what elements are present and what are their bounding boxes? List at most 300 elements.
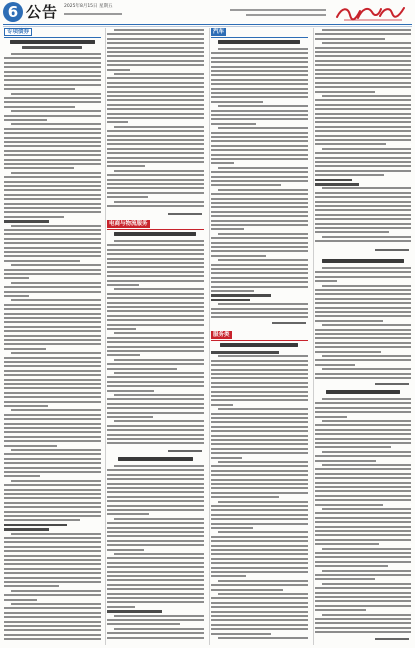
- text-line: [114, 394, 204, 396]
- text-line: [107, 438, 204, 440]
- text-line: [107, 619, 204, 621]
- text-line: [315, 565, 388, 567]
- text-line: [107, 527, 204, 529]
- text-line: [4, 401, 101, 403]
- text-line: [315, 587, 411, 589]
- header-rule-thin: [3, 26, 412, 27]
- article-headline: [10, 40, 95, 44]
- text-line: [4, 286, 101, 288]
- text-line: [211, 228, 244, 230]
- text-line: [4, 484, 101, 486]
- text-line: [315, 315, 411, 317]
- text-line: [211, 483, 308, 485]
- text-line: [218, 637, 308, 639]
- text-line: [107, 505, 204, 507]
- text-line: [107, 293, 204, 295]
- text-line: [315, 192, 411, 194]
- text-line: [4, 559, 101, 561]
- article-date: [375, 383, 409, 385]
- text-line: [211, 96, 308, 98]
- text-line: [4, 370, 101, 372]
- article-headline: [326, 390, 400, 394]
- text-line: [322, 324, 411, 326]
- text-line: [4, 308, 101, 310]
- text-line: [107, 354, 140, 356]
- text-line: [107, 601, 204, 603]
- text-line: [107, 522, 204, 524]
- text-line: [211, 308, 308, 310]
- text-line: [107, 491, 204, 493]
- text-line: [315, 135, 411, 137]
- text-line: [322, 267, 411, 269]
- text-line: [107, 610, 162, 613]
- text-line: [107, 143, 204, 145]
- text-line: [211, 294, 271, 297]
- text-line: [315, 460, 376, 462]
- text-line: [315, 174, 384, 176]
- text-line: [211, 558, 308, 560]
- text-line: [107, 187, 204, 189]
- text-line: [107, 135, 204, 137]
- text-line: [4, 295, 29, 297]
- text-line: [211, 198, 308, 200]
- text-line: [4, 62, 101, 64]
- text-line: [315, 359, 411, 361]
- text-line: [322, 420, 411, 422]
- text-line: [107, 249, 204, 251]
- text-line: [4, 211, 101, 213]
- article-subheadline: [22, 46, 82, 49]
- text-line: [211, 514, 308, 516]
- text-line: [211, 479, 308, 481]
- text-line: [4, 242, 101, 244]
- text-line: [315, 307, 411, 309]
- text-line: [4, 176, 101, 178]
- text-line: [315, 592, 411, 594]
- text-line: [4, 273, 101, 275]
- section-tag: 汽车: [213, 29, 225, 35]
- text-line: [211, 413, 308, 415]
- article-headline: [114, 232, 196, 236]
- text-line: [315, 73, 411, 75]
- text-line: [211, 316, 308, 318]
- text-line: [315, 214, 411, 216]
- text-line: [211, 211, 308, 213]
- text-line: [4, 506, 101, 508]
- text-line: [211, 277, 308, 279]
- text-line: [4, 115, 101, 117]
- text-line: [315, 609, 366, 611]
- text-line: [114, 518, 204, 520]
- text-line: [211, 136, 308, 138]
- text-line: [315, 482, 411, 484]
- text-line: [211, 545, 308, 547]
- text-line: [322, 148, 411, 150]
- text-line: [315, 455, 411, 457]
- text-line: [4, 339, 101, 341]
- article-body: [107, 464, 204, 644]
- text-line: [211, 132, 308, 134]
- text-line: [11, 409, 101, 411]
- text-line: [211, 176, 308, 178]
- text-line: [211, 540, 308, 542]
- text-line: [4, 585, 59, 587]
- text-line: [107, 593, 204, 595]
- text-line: [107, 606, 135, 608]
- text-line: [315, 411, 411, 413]
- text-line: [107, 179, 204, 181]
- text-line: [4, 621, 101, 623]
- text-line: [315, 205, 411, 207]
- text-line: [315, 526, 411, 528]
- text-line: [107, 38, 204, 40]
- text-line: [4, 277, 29, 279]
- text-line: [11, 282, 101, 284]
- text-line: [315, 433, 411, 435]
- text-line: [315, 227, 411, 229]
- text-line: [211, 299, 250, 302]
- text-line: [4, 326, 101, 328]
- text-line: [4, 141, 101, 143]
- text-line: [11, 299, 101, 301]
- text-line: [4, 467, 101, 469]
- text-line: [315, 218, 411, 220]
- text-line: [107, 566, 204, 568]
- text-line: [107, 315, 204, 317]
- text-line: [107, 637, 204, 639]
- text-line: [107, 487, 204, 489]
- text-line: [315, 165, 411, 167]
- text-line: [315, 240, 411, 242]
- text-line: [218, 303, 308, 305]
- text-line: [211, 567, 308, 569]
- article-body: [315, 397, 411, 635]
- text-line: [107, 584, 204, 586]
- text-line: [211, 79, 308, 81]
- text-line: [315, 47, 411, 49]
- text-line: [107, 302, 204, 304]
- text-line: [107, 319, 204, 321]
- text-line: [4, 440, 101, 442]
- text-line: [107, 500, 204, 502]
- text-line: [4, 541, 101, 543]
- article-date: [272, 322, 306, 324]
- text-line: [107, 157, 204, 159]
- text-line: [4, 57, 101, 59]
- text-line: [11, 480, 101, 482]
- text-line: [107, 376, 204, 378]
- text-line: [4, 238, 101, 240]
- text-line: [211, 395, 308, 397]
- text-line: [315, 468, 411, 470]
- text-line: [211, 57, 308, 59]
- text-line: [218, 233, 308, 235]
- text-line: [218, 127, 308, 129]
- text-line: [211, 452, 308, 454]
- text-line: [107, 579, 204, 581]
- section-tag: 专项债券: [4, 28, 32, 36]
- text-line: [211, 281, 308, 283]
- text-line: [211, 377, 308, 379]
- text-line: [4, 335, 101, 337]
- text-line: [211, 448, 308, 450]
- text-line: [107, 575, 204, 577]
- text-line: [315, 543, 379, 545]
- text-line: [11, 123, 101, 125]
- text-line: [4, 119, 47, 121]
- text-line: [4, 383, 101, 385]
- text-line: [107, 42, 204, 44]
- text-line: [4, 555, 101, 557]
- text-line: [4, 269, 101, 271]
- text-line: [315, 346, 411, 348]
- article-headline: [218, 40, 300, 44]
- text-line: [107, 540, 204, 542]
- text-line: [4, 79, 101, 81]
- text-line: [211, 215, 308, 217]
- text-line: [315, 333, 411, 335]
- text-line: [4, 458, 101, 460]
- text-line: [218, 408, 308, 410]
- text-line: [4, 493, 101, 495]
- text-line: [4, 71, 101, 73]
- text-line: [4, 462, 101, 464]
- text-line: [4, 634, 101, 636]
- text-line: [4, 203, 101, 205]
- text-line: [211, 206, 308, 208]
- text-line: [315, 561, 411, 563]
- text-line: [211, 220, 308, 222]
- column-rule: [105, 28, 106, 645]
- text-line: [211, 602, 308, 604]
- text-line: [4, 379, 101, 381]
- text-line: [4, 414, 101, 416]
- text-line: [315, 342, 411, 344]
- text-line: [107, 165, 145, 167]
- text-line: [211, 373, 308, 375]
- text-line: [218, 501, 308, 503]
- text-line: [4, 207, 101, 209]
- text-line: [211, 237, 308, 239]
- text-line: [114, 288, 204, 290]
- tag-underline: [211, 340, 308, 341]
- text-line: [107, 55, 204, 57]
- text-line: [107, 69, 130, 71]
- issue-date: [64, 4, 112, 10]
- text-line: [107, 183, 204, 185]
- text-line: [107, 368, 177, 370]
- article-date: [168, 450, 202, 452]
- text-line: [4, 181, 101, 183]
- text-line: [315, 113, 411, 115]
- text-line: [315, 126, 411, 128]
- text-line: [315, 121, 411, 123]
- text-line: [107, 64, 204, 66]
- text-line: [315, 302, 411, 304]
- text-line: [322, 614, 411, 616]
- text-line: [107, 258, 204, 260]
- tag-underline: [211, 37, 308, 38]
- text-line: [211, 162, 234, 164]
- text-line: [114, 628, 204, 630]
- text-line: [4, 374, 101, 376]
- text-line: [211, 575, 246, 577]
- text-line: [315, 298, 411, 300]
- text-line: [315, 55, 411, 57]
- text-line: [322, 508, 411, 510]
- text-line: [211, 536, 308, 538]
- text-line: [322, 464, 411, 466]
- text-line: [211, 180, 308, 182]
- text-line: [4, 291, 101, 293]
- text-line: [11, 590, 101, 592]
- text-line: [211, 439, 308, 441]
- text-line: [107, 434, 204, 436]
- text-line: [211, 386, 308, 388]
- text-line: [4, 304, 101, 306]
- text-line: [211, 633, 271, 635]
- text-line: [218, 355, 308, 357]
- text-line: [211, 264, 308, 266]
- text-line: [211, 562, 308, 564]
- section-tag: 电商与物流服务: [109, 221, 148, 227]
- text-line: [315, 143, 386, 145]
- text-line: [315, 82, 411, 84]
- text-line: [315, 157, 411, 159]
- text-line: [4, 572, 101, 574]
- text-line: [211, 474, 308, 476]
- text-line: [211, 290, 254, 292]
- text-line: [315, 280, 337, 282]
- text-line: [322, 583, 411, 585]
- text-line: [114, 332, 204, 334]
- text-line: [11, 264, 101, 266]
- text-line: [211, 202, 308, 204]
- text-line: [211, 184, 281, 186]
- text-line: [322, 398, 411, 400]
- text-line: [114, 201, 204, 203]
- text-line: [211, 149, 308, 151]
- text-line: [4, 546, 101, 548]
- text-line: [107, 104, 204, 106]
- text-line: [315, 33, 411, 35]
- text-line: [218, 105, 308, 107]
- text-line: [4, 427, 101, 429]
- text-line: [211, 140, 308, 142]
- text-line: [107, 324, 204, 326]
- article-body: [211, 350, 308, 644]
- text-line: [4, 321, 101, 323]
- text-line: [315, 495, 411, 497]
- text-line: [4, 189, 101, 191]
- text-line: [315, 69, 411, 71]
- text-line: [315, 170, 411, 172]
- text-line: [4, 489, 101, 491]
- text-line: [107, 496, 204, 498]
- issue-weekday: 星期五: [98, 4, 113, 9]
- text-line: [107, 535, 204, 537]
- text-line: [4, 550, 101, 552]
- header-contact-info: [230, 9, 326, 11]
- text-line: [4, 405, 48, 407]
- text-line: [211, 443, 308, 445]
- text-line: [4, 638, 101, 640]
- text-line: [315, 231, 389, 233]
- text-line: [107, 108, 204, 110]
- text-line: [4, 612, 101, 614]
- text-line: [315, 416, 347, 418]
- text-line: [315, 51, 411, 53]
- text-line: [4, 594, 101, 596]
- article-date: [375, 638, 409, 640]
- text-line: [107, 412, 204, 414]
- text-line: [211, 123, 256, 125]
- text-line: [322, 42, 411, 44]
- text-line: [211, 286, 308, 288]
- text-line: [107, 623, 180, 625]
- text-line: [114, 359, 204, 361]
- text-line: [211, 364, 308, 366]
- text-line: [4, 313, 101, 315]
- text-line: [107, 398, 204, 400]
- text-line: [315, 438, 411, 440]
- text-line: [114, 240, 204, 242]
- text-line: [211, 589, 283, 591]
- article-body: [315, 266, 411, 382]
- text-line: [211, 628, 308, 630]
- text-line: [211, 70, 308, 72]
- text-line: [4, 524, 67, 527]
- column-rule: [313, 28, 314, 645]
- text-line: [4, 475, 40, 477]
- text-line: [107, 113, 204, 115]
- text-line: [107, 416, 153, 418]
- text-line: [11, 533, 101, 535]
- text-line: [211, 619, 308, 621]
- text-line: [211, 154, 308, 156]
- text-line: [107, 328, 136, 330]
- text-line: [211, 158, 308, 160]
- text-line: [315, 504, 383, 506]
- article-date: [168, 213, 202, 215]
- text-line: [315, 329, 411, 331]
- text-line: [4, 361, 101, 363]
- text-line: [107, 350, 204, 352]
- text-line: [315, 600, 411, 602]
- column-rule: [209, 28, 210, 645]
- text-line: [315, 130, 411, 132]
- text-line: [322, 285, 411, 287]
- text-line: [107, 513, 149, 515]
- header-rule: [3, 24, 412, 25]
- text-line: [315, 139, 411, 141]
- text-line: [315, 91, 375, 93]
- text-line: [211, 171, 308, 173]
- text-line: [211, 492, 308, 494]
- text-line: [107, 275, 204, 277]
- text-line: [211, 391, 308, 393]
- text-line: [11, 225, 101, 227]
- text-line: [114, 29, 204, 31]
- text-line: [11, 110, 101, 112]
- text-line: [4, 616, 101, 618]
- text-line: [211, 145, 308, 147]
- text-line: [107, 571, 204, 573]
- text-line: [114, 465, 204, 467]
- text-line: [315, 377, 411, 379]
- text-line: [211, 404, 233, 406]
- text-line: [211, 312, 308, 314]
